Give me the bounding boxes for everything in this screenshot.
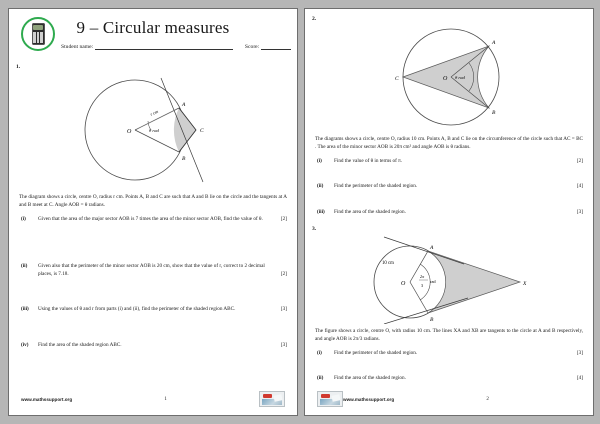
figure2-centre-label: O	[443, 76, 448, 82]
score-label: Score:	[244, 44, 260, 50]
figure3-centre-label: O	[401, 281, 406, 288]
student-name-field[interactable]	[95, 43, 233, 50]
part-tag: (i)	[317, 157, 322, 164]
figure3-point-a: A	[430, 245, 434, 252]
page-number: 1	[164, 396, 167, 402]
answer-space[interactable]	[311, 357, 587, 369]
answer-space[interactable]	[15, 223, 291, 257]
question-3-figure	[311, 232, 587, 324]
part-marks: [3]	[280, 341, 287, 348]
page-1-footer	[21, 391, 285, 407]
figure3-point-b: B	[430, 317, 434, 324]
question-3-part-ii	[317, 375, 583, 383]
student-info-row	[61, 43, 291, 50]
footer-url[interactable]: www.mathssupport.org	[343, 396, 395, 402]
question-1-part-ii	[21, 263, 287, 278]
question-2-part-iii	[317, 209, 583, 217]
part-marks: [4]	[576, 183, 583, 190]
answer-space[interactable]	[15, 278, 291, 300]
part-marks: [2]	[280, 215, 287, 222]
question-2-part-i	[317, 158, 583, 166]
part-text: Find the area of the shaded region.	[334, 208, 406, 215]
part-text: Given also that the perimeter of the minor sector AOB is 20 cm, show that the value of r, correct to 2 decimal places, is 7.18.	[38, 263, 265, 277]
figure3-angle-numerator: 2π	[420, 274, 425, 280]
score-field[interactable]	[261, 43, 291, 50]
question-2-figure	[311, 22, 587, 132]
part-text: Find the area of the shaded region.	[334, 375, 406, 382]
part-marks: [3]	[576, 349, 583, 356]
figure2-point-c: C	[395, 76, 399, 82]
part-text: Find the area of the shaded region ABC.	[38, 341, 122, 348]
figure2-point-b: B	[492, 110, 496, 116]
part-tag: (ii)	[317, 375, 324, 382]
part-marks: [3]	[280, 306, 287, 313]
figure3-angle-unit: rad	[430, 279, 436, 285]
part-tag: (iii)	[317, 208, 325, 215]
answer-space[interactable]	[15, 314, 291, 336]
question-1-part-iv	[21, 342, 287, 350]
figure3-angle-denominator: 3	[421, 283, 424, 289]
figure1-point-c: C	[200, 128, 204, 134]
publisher-logo-icon	[259, 391, 285, 407]
page-2-footer	[317, 391, 581, 407]
part-tag: (ii)	[317, 183, 324, 190]
question-1-part-iii	[21, 306, 287, 314]
part-marks: [2]	[280, 270, 287, 277]
part-tag: (ii)	[21, 263, 28, 270]
question-2-stem: The diagrams shows a circle, centre O, radius 10 cm. Points A, B and C lie on the circumference of the circle such that AC = BC . The area of the minor sector AOB is 20π cm² and angle AOB is θ radians.	[315, 136, 583, 150]
figure2-angle-label: θ rad	[455, 75, 465, 80]
part-marks: [4]	[576, 375, 583, 382]
part-text: Find the perimeter of the shaded region.	[334, 183, 418, 190]
figure1-radius-label: r cm	[149, 108, 159, 117]
figure3-radius-label: 10 cm	[382, 261, 394, 267]
question-1-stem: The diagram shows a circle, centre O, radius r cm. Points A, B and C are such that A and B lie on the circle and the tangents at A and B meet at C. Angle AOB = θ radians.	[19, 194, 287, 208]
part-tag: (iii)	[21, 306, 29, 313]
page-number: 2	[486, 396, 489, 402]
page-1	[8, 8, 298, 416]
part-tag: (iv)	[21, 341, 29, 348]
question-3-stem: The figure shows a circle, centre O, with radius 10 cm. The lines XA and XB are tangents to the circle at A and B respectively, and angle AOB is 2π/3 radians.	[315, 328, 583, 342]
figure1-point-a: A	[182, 102, 186, 108]
question-3-part-i	[317, 350, 583, 358]
part-text: Find the perimeter of the shaded region.	[334, 349, 418, 356]
answer-space[interactable]	[311, 165, 587, 177]
figure3-point-x: X	[523, 281, 527, 288]
publisher-logo-icon	[317, 391, 343, 407]
part-tag: (i)	[21, 215, 26, 222]
part-tag: (i)	[317, 349, 322, 356]
part-text: Given that the area of the major sector AOB is 7 times the area of the minor sector AOB, find the value of θ.	[38, 215, 263, 222]
question-1-number: 1.	[16, 64, 21, 70]
page-2	[304, 8, 594, 416]
question-2-number: 2.	[312, 16, 317, 22]
part-text: Using the values of θ and r from parts (i) and (ii), find the perimeter of the shaded region ABC.	[38, 306, 236, 313]
figure2-point-a: A	[492, 40, 496, 46]
part-marks: [2]	[576, 157, 583, 164]
student-name-label: Student name:	[61, 44, 94, 50]
figure1-angle-label: θ rad	[149, 128, 159, 133]
calculator-icon	[21, 17, 55, 51]
part-marks: [3]	[576, 208, 583, 215]
figure1-point-b: B	[182, 156, 186, 162]
question-1-figure	[15, 70, 291, 190]
question-1-part-i	[21, 216, 287, 224]
footer-url[interactable]: www.mathssupport.org	[21, 396, 73, 402]
page-title: 9 – Circular measures	[76, 18, 230, 37]
figure1-centre-label: O	[127, 129, 132, 135]
question-2-part-ii	[317, 183, 583, 191]
worksheet-header	[15, 14, 291, 64]
part-text: Find the value of θ in terms of π.	[334, 157, 403, 164]
answer-space[interactable]	[311, 191, 587, 203]
question-3-number: 3.	[312, 226, 317, 233]
